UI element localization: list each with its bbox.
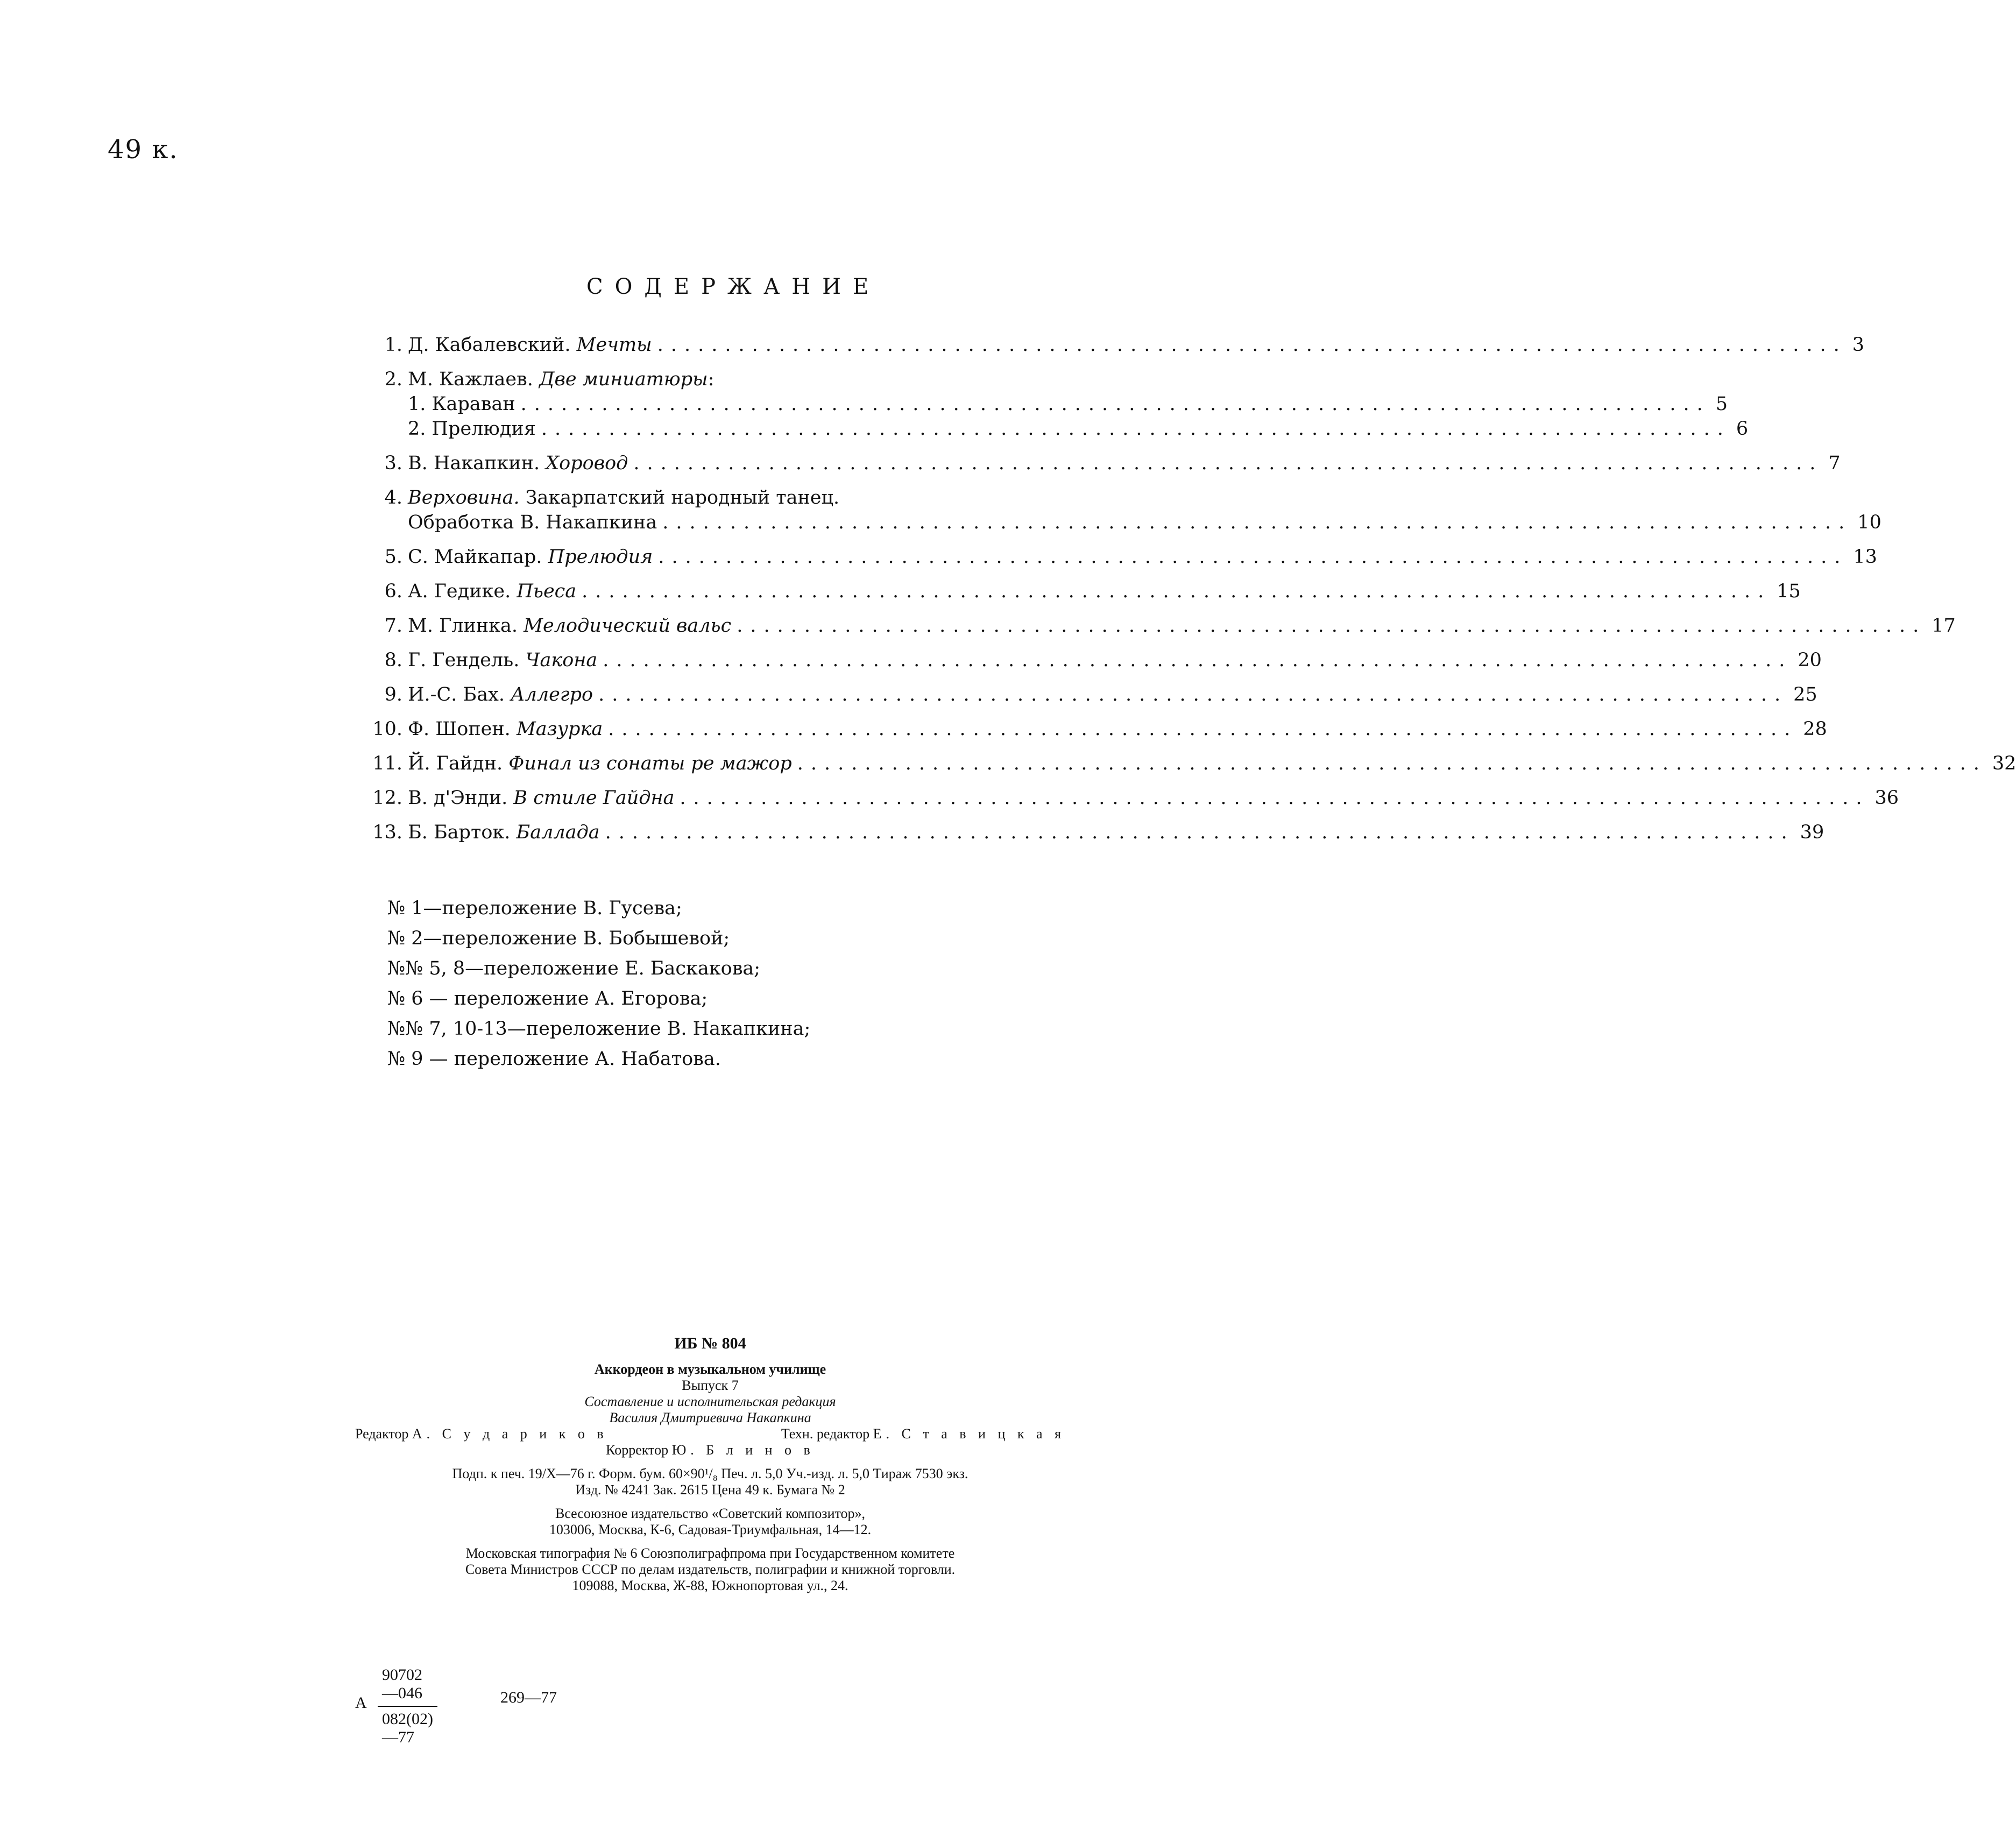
entry-author: Й. Гайдн. xyxy=(408,753,503,774)
toc-entry xyxy=(360,367,1749,441)
proofreader-name: Ю. Б л и н о в xyxy=(671,1442,815,1458)
entry-page: 32 xyxy=(1992,753,2016,774)
arrangement-line: №№ 5, 8—переложение Е. Баскакова; xyxy=(387,958,761,979)
entry-author: Б. Барток. xyxy=(408,822,511,843)
entry-number: 11. xyxy=(372,753,402,774)
sub-entry-label: 1. Караван xyxy=(408,393,515,415)
entry-number: 12. xyxy=(372,787,402,809)
arrangement-line: № 1—переложение В. Гусева; xyxy=(387,898,682,919)
entry-author: В. Накапкин. xyxy=(408,453,540,474)
entry-number: 3. xyxy=(384,453,402,474)
tech-editor-label: Техн. редактор xyxy=(781,1426,870,1442)
toc-entry xyxy=(360,820,1824,845)
proofreader-label: Корректор xyxy=(606,1442,669,1458)
entry-work: Две миниатюры xyxy=(539,369,708,390)
entry-work: Чакона xyxy=(525,649,598,671)
index-letter: А xyxy=(355,1694,367,1712)
toc-entry xyxy=(360,485,1881,535)
editor-label: Редактор xyxy=(355,1426,409,1442)
index-right: 269—77 xyxy=(500,1689,557,1706)
index-denominator: 082(02)—77 xyxy=(382,1710,433,1746)
entry-work: Финал из сонаты ре мажор xyxy=(508,753,792,774)
dot-leader: ........................................................................................ xyxy=(662,512,1852,533)
toc-entry xyxy=(360,717,1827,742)
dot-leader: ........................................................................................ xyxy=(658,546,1848,568)
entry-page: 28 xyxy=(1803,718,1827,740)
entry-author: И.-С. Бах. xyxy=(408,684,505,705)
entry-work: Пьеса xyxy=(517,581,577,602)
entry-author: Г. Гендель. xyxy=(408,649,520,671)
printer: Московская типография № 6 Союзполиграфпрома при Государственном комитете xyxy=(465,1545,955,1561)
price: 49 к. xyxy=(108,135,179,165)
publisher: Всесоюзное издательство «Советский композитор», xyxy=(555,1506,865,1521)
entry-number: 13. xyxy=(372,822,402,843)
imprint xyxy=(355,1334,1065,1594)
toc-entry xyxy=(360,545,1877,569)
toc-entry xyxy=(360,579,1801,604)
dot-leader: ........................................................................................ xyxy=(737,615,1927,637)
entry-work: Мечты xyxy=(576,334,652,356)
entry-page: 15 xyxy=(1777,581,1801,602)
index-fraction xyxy=(378,1663,437,1750)
dot-leader: ........................................................................................ xyxy=(603,649,1793,671)
editors-row xyxy=(355,1426,1065,1442)
arrangement-line: № 9 — переложение А. Набатова. xyxy=(387,1048,721,1070)
compiler-name: Василия Дмитриевича Накапкина xyxy=(609,1410,811,1425)
dot-leader: ........................................................................................ xyxy=(582,581,1772,602)
entry-work: Аллегро xyxy=(511,684,593,705)
arrangement-credits xyxy=(387,893,810,1074)
entry-author: В. д'Энди. xyxy=(408,787,508,809)
dot-leader: ........................................................................................ xyxy=(797,753,1987,774)
entry-work: Верховина. xyxy=(408,487,520,509)
print-order: Изд. № 4241 Зак. 2615 Цена 49 к. Бумага № 2 xyxy=(575,1482,845,1498)
arrangement-line: № 2—переложение В. Бобышевой; xyxy=(387,928,730,949)
printer-address: 109088, Москва, Ж-88, Южнопортовая ул., 24. xyxy=(572,1578,848,1593)
issue: Выпуск 7 xyxy=(682,1378,739,1393)
entry-continuation: Обработка В. Накапкина xyxy=(408,512,657,533)
toc-entry xyxy=(360,613,1956,638)
toc-entry xyxy=(360,648,1822,673)
entry-author: Ф. Шопен. xyxy=(408,718,511,740)
entry-author: С. Майкапар. xyxy=(408,546,542,568)
toc-entry xyxy=(360,751,2016,776)
entry-page: 36 xyxy=(1874,787,1899,809)
entry-page: 25 xyxy=(1793,684,1817,705)
entry-page: 13 xyxy=(1853,546,1877,568)
toc-entry xyxy=(360,786,1899,810)
entry-page: 39 xyxy=(1800,822,1824,843)
table-of-contents xyxy=(360,333,2016,855)
dot-leader: ........................................................................................ xyxy=(608,718,1798,740)
dot-leader: ........................................................................................ xyxy=(680,787,1870,809)
entry-work: Мелодический вальс xyxy=(524,615,732,637)
entry-work: В стиле Гайдна xyxy=(513,787,675,809)
entry-number: 9. xyxy=(384,684,402,705)
entry-author: Д. Кабалевский. xyxy=(408,334,571,356)
entry-work: Прелюдия xyxy=(548,546,653,568)
entry-work: Баллада xyxy=(516,822,600,843)
entry-number: 6. xyxy=(384,581,402,602)
entry-page: 5 xyxy=(1715,393,1728,415)
dot-leader: ........................................................................................ xyxy=(633,453,1823,474)
ib-number: ИБ № 804 xyxy=(674,1334,746,1352)
print-details: Подп. к печ. 19/X—76 г. Форм. бум. 60×90¹/₈ Печ. л. 5,0 Уч.-изд. л. 5,0 Тираж 7530 экз. xyxy=(452,1466,968,1481)
entry-number: 5. xyxy=(384,546,402,568)
dot-leader: ........................................................................................ xyxy=(605,822,1795,843)
entry-work: Хоровод xyxy=(546,453,628,474)
entry-page: 10 xyxy=(1857,512,1881,533)
proofreader-row xyxy=(355,1442,1065,1458)
arrangement-line: №№ 7, 10-13—переложение В. Накапкина; xyxy=(387,1018,811,1040)
toc-entry xyxy=(360,333,1865,357)
dot-leader: ........................................................................................ xyxy=(598,684,1788,705)
toc-entry xyxy=(360,682,1817,707)
entry-page: 3 xyxy=(1852,334,1865,356)
toc-entry xyxy=(360,451,1841,476)
entry-description: Закарпатский народный танец. xyxy=(525,487,840,509)
entry-number: 8. xyxy=(384,649,402,671)
arrangement-line: № 6 — переложение А. Егорова; xyxy=(387,988,708,1009)
entry-author: А. Гедике. xyxy=(408,581,511,602)
entry-page: 7 xyxy=(1828,453,1841,474)
entry-number: 4. xyxy=(384,487,402,509)
editor-name: А. С у д а р и к о в xyxy=(412,1426,608,1442)
entry-number: 1. xyxy=(384,334,402,356)
entry-page: 6 xyxy=(1736,418,1749,440)
entry-number: 7. xyxy=(384,615,402,637)
entry-tail: : xyxy=(708,369,715,390)
entry-work: Мазурка xyxy=(516,718,603,740)
index-numerator: 90702—046 xyxy=(378,1663,437,1707)
dot-leader: ........................................................................................ xyxy=(541,418,1731,440)
printer-ministry: Совета Министров СССР по делам издательств, полиграфии и книжной торговли. xyxy=(465,1562,956,1577)
compilation-note: Составление и исполнительская редакция xyxy=(584,1394,836,1409)
dot-leader: ........................................................................................ xyxy=(657,334,1847,356)
entry-author: М. Глинка. xyxy=(408,615,518,637)
entry-author: М. Кажлаев. xyxy=(408,369,533,390)
sub-entry-label: 2. Прелюдия xyxy=(408,418,536,440)
entry-page: 20 xyxy=(1798,649,1822,671)
entry-page: 17 xyxy=(1932,615,1956,637)
tech-editor-name: Е. С т а в и ц к а я xyxy=(873,1426,1065,1442)
contents-title: СОДЕРЖАНИЕ xyxy=(586,274,881,299)
dot-leader: ........................................................................................ xyxy=(520,393,1710,415)
publisher-address: 103006, Москва, К-6, Садовая-Триумфальная, 14—12. xyxy=(549,1522,872,1537)
book-title: Аккордеон в музыкальном училище xyxy=(594,1361,826,1377)
entry-number: 10. xyxy=(372,718,402,740)
entry-number: 2. xyxy=(384,369,402,390)
